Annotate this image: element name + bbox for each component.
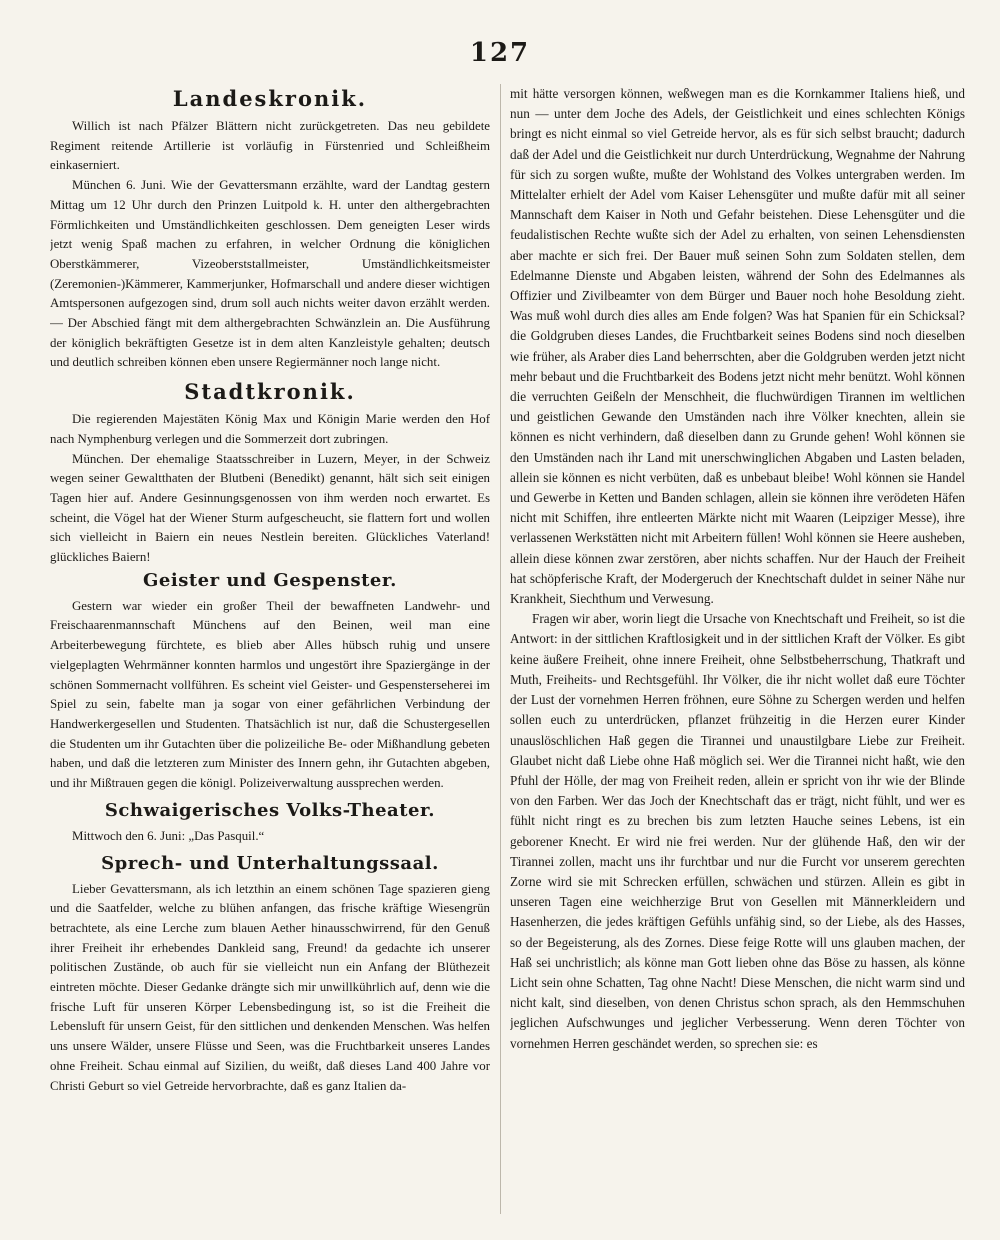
column-divider: [500, 84, 501, 1214]
right-column: [510, 84, 965, 1224]
landeskronik-paragraph: Willich ist nach Pfälzer Blättern nicht zurückgetreten. Das neu gebildete Regiment reitende Artillerie ist vorläufig in Fürstenried und Schleißheim einkaserniert.: [50, 119, 490, 173]
theater-line: Mittwoch den 6. Juni: „Das Pasquil.“: [72, 828, 265, 843]
geister-paragraph: Gestern war wieder ein großer Theil der bewaffneten Landwehr- und Freischaarenmannschaft Münchens auf den Beinen, weil man eine Arbeiterbewegung fürchtete, es blieb aber Alles hübsch ruhig und unsere vielgeplagten Wehrmänner konnten harmlos und ungestört ihre Spaziergänge in der schönen Sommernacht vollführen. Es scheint viel Geister- und Gespensterseherei im Spiel zu sein, fabelte man ja sogar von einer gefährlichen Verbindung der Handwerkergesellen und Studenten. Thatsächlich ist nur, daß die Schustergesellen die Studenten um ihr Gutachten über die polizeiliche Be- oder Mißhandlung gebeten haben, und daß die letzteren zum Minister des Innern gehn, ihr Gutachten abgeben, und ihr Mißtrauen gegen die königl. Polizeiverwaltung aussprechen werden.: [50, 598, 490, 791]
right-paragraph: mit hätte versorgen können, weßwegen man es die Kornkammer Italiens hieß, und nun — unter dem Joche des Adels, der Geistlichkeit und eines schlechten Königs bringt es nicht einmal so viel Getreide hervor, als es für sich selbst braucht; dadurch daß der Adel und die Geistlichkeit nur durch Unterdrückung, Wegnahme der Nahrung für sich zu sorgen wußte, mußte der Wohlstand des Volkes untergraben werden. Im Mittelalter erhielt der Adel vom Kaiser Lehensgüter und mußte dafür mit all seiner Mannschaft dem Kaiser in Noth und Gefahr beistehen. Diese Lehensgüter und die feudalistischen Rechte wußte sich der Adel zu erhalten, von seinen Lehensdiensten aber machte er sich frei. Der Bauer muß seinen Sohn zum Soldaten stellen, dem Edelmanne Dienste und Abgaben leisten, während der Sohn des Edelmannes als Offizier und Zivilbeamter von dem Bürger und Bauer noch hohe Besoldung zieht. Was muß wohl durch dies alles am Ende folgen? Was hat Spanien für ein Schicksal? die Goldgruben dieses Landes, die Fruchtbarkeit seines Bodens sind noch dieselben wie früher, als Araber dies Land beherrschten, aber die Goldgruben werden jetzt nicht mehr bebaut und die Fruchtbarkeit des Bodens jetzt nicht mehr benützt. Wohl können die verruchten Geißeln der Menschheit, die fluchwürdigen Tirannen im weltlichen und geistlichen Gewande den Umständen nach ihre Völker knechten, allein sie können es nicht verhindern, daß dieselben dann zu Grunde gehen! Wohl können sie den Umständen nach ihr Land mit unerschwinglichen Abgaben und Lasten beladen, allein sie können es nicht verbüten, daß es unbebaut bleibe! Wohl können sie Handel und Gewerbe in Ketten und Banden schlagen, allein sie können ihre verödeten Häfen nicht mit Schiffen, ihre entleerten Märkte nicht mit Waaren (Leipziger Messe), ihre verlassenen Werkstätten nicht mit Arbeitern füllen! Wohl können sie Heere ausheben, allein diese können zwar zerstören, aber nichts schaffen. Nur der Hauch der Freiheit hat schöpferische Kraft, der Modergeruch der Knechtschaft duldet in seiner Nähe nur Krankheit, Siechthum und Verwesung.: [510, 86, 965, 607]
page-number: 127: [469, 38, 531, 68]
geister-heading: Geister und Gespenster.: [143, 569, 397, 591]
stadtkronik-heading: Stadtkronik.: [184, 379, 356, 405]
stadtkronik-paragraph: München. Der ehemalige Staatsschreiber in Luzern, Meyer, in der Schweiz wegen seiner Gewaltthaten der Blutbeni (Benedikt) genannt, hält sich seit einigen Tagen hier auf. Andere Gesinnungsgenossen von ihm werden noch erwartet. Es scheint, die Vögel hat der Wiener Sturm aufgescheucht, sie flattern fort und wollen sich vielleicht in Baiern ein neues Nestlein bereiten. Glückliches Vaterland! glückliches Baiern!: [50, 451, 490, 565]
stadtkronik-paragraph: Die regierenden Majestäten König Max und Königin Marie werden den Hof nach Nymphenburg verlegen und die Sommerzeit dort zubringen.: [50, 412, 490, 446]
right-paragraph: Fragen wir aber, worin liegt die Ursache von Knechtschaft und Freiheit, so ist die Antwort: in der sittlichen Kraftlosigkeit und in der sittlichen Kraft der Völker. Es gibt keine äußere Freiheit, ohne innere Freiheit, ohne Selbstbeherrschung, Thatkraft und Muth, Freiheits- und Rechtsgefühl. Ihr Völker, die ihr nicht wollet daß eure Töchter der Lust der vornehmen Herren fröhnen, eure Söhne zu Schergen werden und helfen sollen euch zu unterdrücken, pflanzet frühzeitig in die Herzen eurer Kinder unauslöschlichen Haß gegen die Tirannei und unaustilgbare Liebe zur Freiheit. Glaubet nicht daß Liebe ohne Haß möglich sei. Wer die Tirannei nicht haßt, wie den Pfuhl der Hölle, der mag von Freiheit reden, allein er spricht von ihr wie der Blinde von den Farben. Wer das Joch der Knechtschaft das er trägt, nicht fühlt, und wer es fühlt nicht ringt es zu brechen bis zum letzten Hauche seines Lebens, ist ein geborener Knecht. Er wird nie frei werden. Nur der glühende Haß, den wir der Tirannei zollen, macht uns ihr furchtbar und nur die Furcht vor unserem gerechten Zorne wird sie mit Schrecken erfüllen, schwächen und stürzen. Allein es gibt in unseren Tagen eine weichherzige Brut von Gesellen mit Männerkleidern und Hasenherzen, die jedes kräftigen Gefühls unfähig sind, so der Liebe, als des Hasses, so der Begeisterung, als des Zornes. Diese feige Rotte will uns glauben machen, der Haß sei unchristlich; als könne man Gott lieben ohne das Böse zu hassen, als könne Licht sein ohne Schatten, Tag ohne Nacht! Diese Menschen, die nicht warm sind und nicht kalt, sind dieselben, von denen Christus schon sprach, als den Hemmschuhen jeglichen Aufschwunges und jeglicher Verbesserung. Wenn deren Töchter von vornehmen Herren geschändet werden, so sprechen sie: es: [510, 611, 965, 1051]
landeskronik-heading: Landeskronik.: [172, 86, 368, 111]
sprechsaal-paragraph: Lieber Gevattersmann, als ich letzthin an einem schönen Tage spazieren gieng und die Saatfelder, welche zu blühen anfangen, das frische kräftige Wiesengrün betrachtete, als eine Lerche zum blauen Aether hinausschwirrend, für den Genuß ihrer Freiheit ihr erhebendes Dankleid sang, Freund! da gedachte ich unserer politischen Zustände, ob auch für sie vielleicht nun ein Anfang der Blüthezeit eintreten möchte. Dieser Gedanke drängte sich mir unwillkührlich auf, denn wie die frische Luft für unseren Körper Lebensbedingung ist, so ist die Freiheit die Lebensluft für unsern Geist, für den sittlichen und denkenden Menschen. Was helfen uns unsere Wälder, unsere Flüsse und Seen, was die Fruchtbarkeit unseres Landes ohne Freiheit. Schau einmal auf Sizilien, du weißt, daß dieses Land 400 Jahre vor Christi Geburt so viel Getreide hervorbrachte, daß es ganz Italien da-: [50, 881, 490, 1093]
landeskronik-paragraph: München 6. Juni. Wie der Gevattersmann erzählte, ward der Landtag gestern Mittag um 12 Uhr durch den Prinzen Luitpold k. H. unter den althergebrachten Förmlichkeiten und Umständlichkeiten geschlossen. Dem geneigten Leser wirds jetzt wenig Spaß machen zu erfahren, in welcher Ordnung die königlichen Oberstkämmerer, Vizeoberststallmeister, Umständlichkeitsmeister (Zeremonien-)Kämmerer, Kammerjunker, Hofmarschall und andere dieser wichtigen Amtspersonen aufgezogen sind, drum soll auch nichts weiter davon erzählt werden. — Der Abschied fängt mit dem althergebrachten Schwänzlein an. Die Ausführung der königlich bekräftigten Gesetze ist in dem alten Kanzleistyle gehalten; deutsch und deutlich schreiben können eben unsere Regiermänner noch lange nicht.: [50, 178, 490, 370]
sprechsaal-heading: Sprech- und Unterhaltungssaal.: [101, 852, 439, 874]
left-column: [50, 84, 490, 1224]
theater-heading: Schwaigerisches Volks-Theater.: [104, 799, 436, 821]
